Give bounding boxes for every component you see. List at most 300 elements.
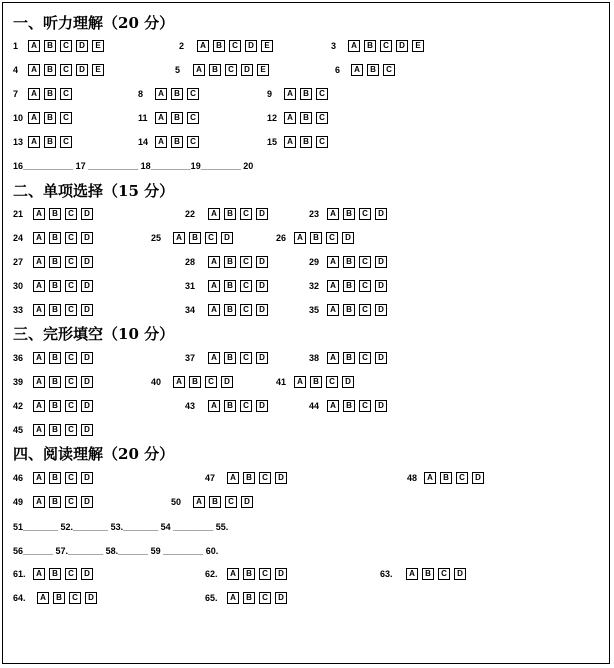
answer-options: [284, 136, 328, 148]
answer-option-c[interactable]: C: [359, 400, 371, 412]
answer-option-a[interactable]: A: [348, 40, 360, 52]
answer-option-b[interactable]: B: [224, 256, 236, 268]
answer-option-a[interactable]: A: [208, 352, 220, 364]
answer-sheet: [2, 2, 610, 664]
answer-option-a[interactable]: A: [33, 304, 45, 316]
answer-option-a[interactable]: A: [208, 400, 220, 412]
answer-option-b[interactable]: B: [224, 400, 236, 412]
answer-option-d[interactable]: D: [221, 376, 233, 388]
answer-option-b[interactable]: B: [440, 472, 452, 484]
answer-options: [173, 376, 233, 388]
answer-option-c[interactable]: C: [380, 40, 392, 52]
answer-option-a[interactable]: A: [294, 376, 306, 388]
answer-options: [294, 376, 354, 388]
question-number: 7: [13, 89, 19, 99]
answer-option-b[interactable]: B: [44, 40, 56, 52]
answer-option-c[interactable]: C: [60, 64, 72, 76]
answer-option-c[interactable]: C: [229, 40, 241, 52]
answer-option-d[interactable]: D: [245, 40, 257, 52]
answer-option-d[interactable]: D: [81, 376, 93, 388]
answer-option-a[interactable]: A: [327, 352, 339, 364]
answer-options: [227, 568, 287, 580]
answer-option-a[interactable]: A: [208, 280, 220, 292]
answer-option-b[interactable]: B: [171, 136, 183, 148]
question-number: 3: [331, 41, 337, 51]
answer-options: [33, 232, 93, 244]
question-number: 30: [13, 281, 24, 291]
answer-options: [208, 208, 268, 220]
answer-option-c[interactable]: C: [60, 88, 72, 100]
answer-option-c[interactable]: C: [60, 136, 72, 148]
question-number: 14: [138, 137, 149, 147]
answer-option-b[interactable]: B: [310, 232, 322, 244]
question-number: 1: [13, 41, 19, 51]
answer-option-b[interactable]: B: [343, 208, 355, 220]
answer-option-d[interactable]: D: [454, 568, 466, 580]
question-number: 27: [13, 257, 24, 267]
answer-option-c[interactable]: C: [326, 232, 338, 244]
answer-option-b[interactable]: B: [44, 64, 56, 76]
answer-option-d[interactable]: D: [342, 232, 354, 244]
answer-option-a[interactable]: A: [284, 136, 296, 148]
answer-option-c[interactable]: C: [259, 472, 271, 484]
answer-option-b[interactable]: B: [49, 232, 61, 244]
answer-option-d[interactable]: D: [85, 592, 97, 604]
answer-option-d[interactable]: D: [81, 232, 93, 244]
answer-options: [327, 256, 387, 268]
answer-option-e[interactable]: E: [92, 64, 104, 76]
answer-options: [33, 280, 93, 292]
answer-option-c[interactable]: C: [65, 472, 77, 484]
question-number: 62.: [205, 569, 218, 579]
answer-option-d[interactable]: D: [375, 208, 387, 220]
answer-option-b[interactable]: B: [422, 568, 434, 580]
answer-option-d[interactable]: D: [256, 208, 268, 220]
question-number: 65.: [205, 593, 218, 603]
answer-option-b[interactable]: B: [44, 112, 56, 124]
answer-option-a[interactable]: A: [197, 40, 209, 52]
answer-option-d[interactable]: D: [81, 472, 93, 484]
answer-option-b[interactable]: B: [189, 232, 201, 244]
answer-option-a[interactable]: A: [424, 472, 436, 484]
answer-option-a[interactable]: A: [33, 256, 45, 268]
answer-option-d[interactable]: D: [375, 352, 387, 364]
answer-option-c[interactable]: C: [438, 568, 450, 580]
answer-option-a[interactable]: A: [227, 472, 239, 484]
answer-option-c[interactable]: C: [65, 280, 77, 292]
answer-option-b[interactable]: B: [343, 256, 355, 268]
question-number: 28: [185, 257, 196, 267]
answer-option-a[interactable]: A: [33, 496, 45, 508]
section-title: 二、单项选择（15 分）: [13, 182, 175, 200]
answer-option-a[interactable]: A: [28, 40, 40, 52]
question-number: 13: [13, 137, 24, 147]
answer-options: [327, 400, 387, 412]
answer-option-b[interactable]: B: [49, 256, 61, 268]
answer-option-e[interactable]: E: [412, 40, 424, 52]
answer-option-c[interactable]: C: [316, 88, 328, 100]
fill-line: 56______ 57._______ 58.______ 59 ________ 60.: [13, 546, 219, 556]
answer-options: [208, 400, 268, 412]
question-number: 38: [309, 353, 320, 363]
answer-options: [294, 232, 354, 244]
question-number: 34: [185, 305, 196, 315]
answer-option-c[interactable]: C: [359, 256, 371, 268]
fill-line: 51_______ 52._______ 53._______ 54 ________ 55.: [13, 522, 229, 532]
answer-option-a[interactable]: A: [33, 568, 45, 580]
question-number: 11: [138, 113, 148, 123]
answer-option-c[interactable]: C: [316, 136, 328, 148]
answer-option-a[interactable]: A: [327, 256, 339, 268]
answer-option-c[interactable]: C: [456, 472, 468, 484]
answer-option-c[interactable]: C: [187, 112, 199, 124]
answer-option-a[interactable]: A: [28, 112, 40, 124]
answer-options: [28, 136, 72, 148]
question-number: 10: [13, 113, 24, 123]
answer-option-c[interactable]: C: [326, 376, 338, 388]
answer-options: [33, 496, 93, 508]
answer-option-d[interactable]: D: [396, 40, 408, 52]
answer-option-a[interactable]: A: [33, 208, 45, 220]
answer-options: [348, 40, 424, 52]
answer-options: [173, 232, 233, 244]
answer-option-b[interactable]: B: [224, 304, 236, 316]
answer-options: [33, 352, 93, 364]
answer-option-a[interactable]: A: [327, 280, 339, 292]
question-number: 24: [13, 233, 24, 243]
answer-options: [155, 112, 199, 124]
fill-line: 16__________ 17 __________ 18________19________ 20: [13, 161, 254, 171]
question-number: 63.: [380, 569, 393, 579]
answer-options: [227, 592, 287, 604]
answer-option-b[interactable]: B: [171, 88, 183, 100]
question-number: 50: [171, 497, 182, 507]
answer-option-a[interactable]: A: [227, 568, 239, 580]
answer-options: [33, 472, 93, 484]
answer-option-e[interactable]: E: [261, 40, 273, 52]
answer-option-d[interactable]: D: [81, 352, 93, 364]
answer-option-c[interactable]: C: [225, 496, 237, 508]
answer-option-d[interactable]: D: [256, 280, 268, 292]
question-number: 46: [13, 473, 24, 483]
question-number: 45: [13, 425, 24, 435]
answer-option-d[interactable]: D: [375, 400, 387, 412]
answer-option-b[interactable]: B: [224, 208, 236, 220]
answer-options: [406, 568, 466, 580]
answer-option-a[interactable]: A: [155, 88, 167, 100]
question-number: 48: [407, 473, 418, 483]
question-number: 25: [151, 233, 162, 243]
answer-option-c[interactable]: C: [65, 424, 77, 436]
question-number: 36: [13, 353, 24, 363]
question-number: 12: [267, 113, 278, 123]
answer-options: [33, 256, 93, 268]
answer-options: [33, 400, 93, 412]
answer-option-b[interactable]: B: [189, 376, 201, 388]
question-number: 61.: [13, 569, 26, 579]
answer-option-d[interactable]: D: [375, 256, 387, 268]
question-number: 37: [185, 353, 196, 363]
answer-options: [28, 40, 104, 52]
answer-option-c[interactable]: C: [65, 208, 77, 220]
question-number: 39: [13, 377, 24, 387]
answer-option-b[interactable]: B: [49, 304, 61, 316]
section-title: 三、完形填空（10 分）: [13, 325, 175, 343]
answer-option-c[interactable]: C: [187, 88, 199, 100]
answer-option-d[interactable]: D: [375, 280, 387, 292]
answer-option-c[interactable]: C: [259, 568, 271, 580]
answer-option-a[interactable]: A: [193, 64, 205, 76]
question-number: 35: [309, 305, 320, 315]
question-number: 40: [151, 377, 162, 387]
answer-option-b[interactable]: B: [343, 400, 355, 412]
answer-option-e[interactable]: E: [257, 64, 269, 76]
answer-option-b[interactable]: B: [343, 352, 355, 364]
answer-option-a[interactable]: A: [173, 232, 185, 244]
answer-option-a[interactable]: A: [155, 136, 167, 148]
answer-option-d[interactable]: D: [81, 496, 93, 508]
answer-option-b[interactable]: B: [44, 88, 56, 100]
question-number: 43: [185, 401, 196, 411]
answer-option-a[interactable]: A: [33, 280, 45, 292]
section-title: 一、听力理解（20 分）: [13, 14, 175, 32]
answer-option-d[interactable]: D: [256, 400, 268, 412]
answer-option-b[interactable]: B: [310, 376, 322, 388]
question-number: 49: [13, 497, 24, 507]
answer-options: [327, 208, 387, 220]
answer-option-b[interactable]: B: [53, 592, 65, 604]
answer-option-a[interactable]: A: [327, 304, 339, 316]
answer-option-d[interactable]: D: [256, 256, 268, 268]
answer-option-a[interactable]: A: [284, 112, 296, 124]
answer-option-d[interactable]: D: [342, 376, 354, 388]
answer-option-b[interactable]: B: [243, 592, 255, 604]
question-number: 64.: [13, 593, 26, 603]
section-title: 四、阅读理解（20 分）: [13, 445, 175, 463]
answer-options: [33, 376, 93, 388]
answer-options: [327, 280, 387, 292]
answer-option-a[interactable]: A: [28, 64, 40, 76]
answer-option-a[interactable]: A: [33, 232, 45, 244]
answer-option-a[interactable]: A: [28, 88, 40, 100]
answer-option-d[interactable]: D: [256, 352, 268, 364]
answer-options: [327, 352, 387, 364]
question-number: 6: [335, 65, 341, 75]
question-number: 33: [13, 305, 24, 315]
question-number: 15: [267, 137, 278, 147]
answer-option-b[interactable]: B: [49, 472, 61, 484]
answer-option-c[interactable]: C: [240, 256, 252, 268]
question-number: 4: [13, 65, 19, 75]
answer-options: [284, 112, 328, 124]
answer-option-b[interactable]: B: [44, 136, 56, 148]
answer-option-a[interactable]: A: [28, 136, 40, 148]
answer-option-b[interactable]: B: [343, 280, 355, 292]
answer-option-d[interactable]: D: [81, 208, 93, 220]
answer-options: [424, 472, 484, 484]
answer-option-d[interactable]: D: [76, 40, 88, 52]
answer-option-d[interactable]: D: [81, 400, 93, 412]
question-number: 23: [309, 209, 320, 219]
answer-option-c[interactable]: C: [65, 256, 77, 268]
answer-option-b[interactable]: B: [224, 352, 236, 364]
answer-option-c[interactable]: C: [240, 352, 252, 364]
answer-option-c[interactable]: C: [65, 400, 77, 412]
answer-option-b[interactable]: B: [49, 208, 61, 220]
answer-options: [193, 496, 253, 508]
answer-option-d[interactable]: D: [76, 64, 88, 76]
answer-option-a[interactable]: A: [327, 208, 339, 220]
answer-options: [155, 88, 199, 100]
answer-options: [28, 88, 72, 100]
answer-options: [327, 304, 387, 316]
answer-option-c[interactable]: C: [359, 280, 371, 292]
answer-option-a[interactable]: A: [227, 592, 239, 604]
answer-option-d[interactable]: D: [81, 256, 93, 268]
answer-option-b[interactable]: B: [49, 280, 61, 292]
answer-option-c[interactable]: C: [259, 592, 271, 604]
answer-option-c[interactable]: C: [187, 136, 199, 148]
answer-option-b[interactable]: B: [171, 112, 183, 124]
answer-option-c[interactable]: C: [65, 352, 77, 364]
answer-option-d[interactable]: D: [241, 496, 253, 508]
answer-option-b[interactable]: B: [300, 136, 312, 148]
answer-option-c[interactable]: C: [65, 568, 77, 580]
answer-option-c[interactable]: C: [316, 112, 328, 124]
question-number: 2: [179, 41, 185, 51]
question-number: 22: [185, 209, 196, 219]
answer-options: [208, 280, 268, 292]
question-number: 8: [138, 89, 144, 99]
answer-option-a[interactable]: A: [208, 208, 220, 220]
answer-option-c[interactable]: C: [225, 64, 237, 76]
answer-option-d[interactable]: D: [221, 232, 233, 244]
question-number: 44: [309, 401, 320, 411]
question-number: 42: [13, 401, 24, 411]
answer-option-b[interactable]: B: [300, 88, 312, 100]
answer-option-c[interactable]: C: [359, 352, 371, 364]
answer-option-d[interactable]: D: [275, 472, 287, 484]
answer-option-d[interactable]: D: [81, 304, 93, 316]
answer-option-c[interactable]: C: [65, 376, 77, 388]
answer-option-c[interactable]: C: [383, 64, 395, 76]
answer-options: [33, 304, 93, 316]
answer-options: [28, 64, 104, 76]
answer-option-a[interactable]: A: [327, 400, 339, 412]
answer-option-b[interactable]: B: [209, 64, 221, 76]
answer-options: [208, 352, 268, 364]
answer-option-b[interactable]: B: [343, 304, 355, 316]
answer-option-b[interactable]: B: [243, 568, 255, 580]
answer-option-a[interactable]: A: [208, 304, 220, 316]
answer-option-a[interactable]: A: [33, 424, 45, 436]
answer-option-b[interactable]: B: [49, 352, 61, 364]
answer-option-d[interactable]: D: [256, 304, 268, 316]
answer-option-c[interactable]: C: [65, 304, 77, 316]
question-number: 47: [205, 473, 216, 483]
answer-option-b[interactable]: B: [209, 496, 221, 508]
answer-option-a[interactable]: A: [33, 376, 45, 388]
answer-option-d[interactable]: D: [472, 472, 484, 484]
answer-options: [37, 592, 97, 604]
answer-options: [33, 424, 93, 436]
answer-option-c[interactable]: C: [65, 232, 77, 244]
answer-option-b[interactable]: B: [49, 568, 61, 580]
answer-option-b[interactable]: B: [243, 472, 255, 484]
answer-option-b[interactable]: B: [49, 400, 61, 412]
answer-option-b[interactable]: B: [364, 40, 376, 52]
answer-options: [284, 88, 328, 100]
answer-option-a[interactable]: A: [284, 88, 296, 100]
answer-option-d[interactable]: D: [275, 568, 287, 580]
answer-options: [28, 112, 72, 124]
question-number: 5: [175, 65, 181, 75]
answer-option-b[interactable]: B: [49, 376, 61, 388]
answer-options: [227, 472, 287, 484]
answer-option-a[interactable]: A: [193, 496, 205, 508]
answer-option-b[interactable]: B: [300, 112, 312, 124]
question-number: 31: [185, 281, 196, 291]
question-number: 41: [276, 377, 287, 387]
answer-option-b[interactable]: B: [49, 424, 61, 436]
answer-option-c[interactable]: C: [205, 232, 217, 244]
answer-option-a[interactable]: A: [33, 352, 45, 364]
answer-option-c[interactable]: C: [240, 400, 252, 412]
answer-option-c[interactable]: C: [359, 304, 371, 316]
answer-option-c[interactable]: C: [240, 208, 252, 220]
question-number: 21: [13, 209, 24, 219]
answer-option-d[interactable]: D: [241, 64, 253, 76]
answer-options: [351, 64, 395, 76]
answer-options: [155, 136, 199, 148]
answer-option-c[interactable]: C: [359, 208, 371, 220]
answer-option-b[interactable]: B: [49, 496, 61, 508]
answer-option-a[interactable]: A: [173, 376, 185, 388]
answer-option-c[interactable]: C: [205, 376, 217, 388]
question-number: 9: [267, 89, 273, 99]
answer-option-c[interactable]: C: [240, 304, 252, 316]
answer-option-a[interactable]: A: [208, 256, 220, 268]
answer-option-a[interactable]: A: [351, 64, 363, 76]
answer-option-c[interactable]: C: [60, 40, 72, 52]
answer-option-c[interactable]: C: [60, 112, 72, 124]
answer-option-d[interactable]: D: [275, 592, 287, 604]
answer-option-d[interactable]: D: [81, 424, 93, 436]
answer-option-c[interactable]: C: [240, 280, 252, 292]
question-number: 32: [309, 281, 320, 291]
answer-option-e[interactable]: E: [92, 40, 104, 52]
question-number: 29: [309, 257, 320, 267]
answer-option-c[interactable]: C: [65, 496, 77, 508]
question-number: 26: [276, 233, 287, 243]
answer-options: [33, 208, 93, 220]
answer-option-b[interactable]: B: [224, 280, 236, 292]
answer-option-d[interactable]: D: [81, 280, 93, 292]
answer-option-a[interactable]: A: [155, 112, 167, 124]
answer-option-d[interactable]: D: [81, 568, 93, 580]
answer-options: [208, 304, 268, 316]
answer-option-a[interactable]: A: [406, 568, 418, 580]
answer-option-a[interactable]: A: [37, 592, 49, 604]
answer-options: [33, 568, 93, 580]
answer-option-c[interactable]: C: [69, 592, 81, 604]
answer-option-a[interactable]: A: [294, 232, 306, 244]
answer-option-d[interactable]: D: [375, 304, 387, 316]
answer-option-a[interactable]: A: [33, 472, 45, 484]
answer-option-b[interactable]: B: [213, 40, 225, 52]
answer-option-a[interactable]: A: [33, 400, 45, 412]
answer-option-b[interactable]: B: [367, 64, 379, 76]
